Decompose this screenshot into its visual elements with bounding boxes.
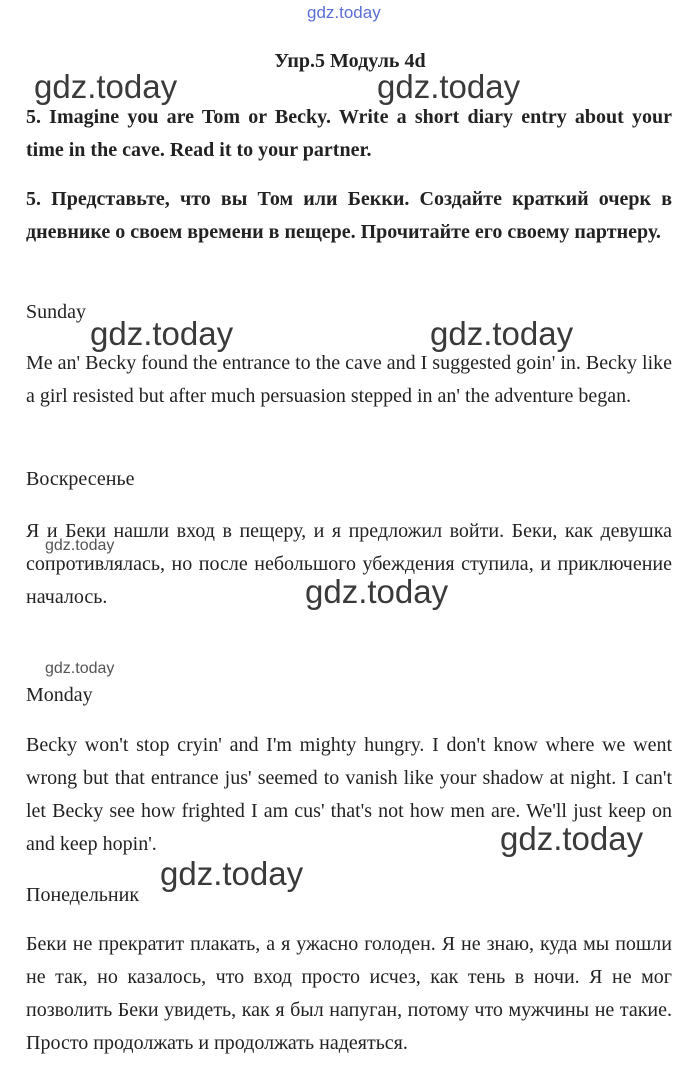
watermark: gdz.today (160, 855, 304, 892)
watermark: gdz.today (377, 68, 521, 105)
day-sunday: Sunday (26, 301, 86, 323)
entry-sunday: Me an' Becky found the entrance to the cave and I suggested goin' in. Becky like a girl resisted but after much persuasion stepped in an' the adventure began. (26, 352, 672, 407)
page-title: Упр.5 Модуль 4d (274, 50, 426, 72)
watermark: gdz.today (45, 660, 115, 677)
entry-monday-ru: Беки не прекратит плакать, а я ужасно голоден. Я не знаю, куда мы пошли не так, но казалось, что вход просто исчез, как тень в ночи. Я не мог позволить Беки увидеть, как я был напуган, потому что мужчины не такие. Просто продолжать и продолжать надеяться. (26, 933, 672, 1054)
day-sunday-ru: Воскресенье (26, 468, 135, 490)
task-russian: 5. Представьте, что вы Том или Бекки. Создайте краткий очерк в дневнике о своем времени в пещере. Прочитайте его своему партнеру. (26, 188, 672, 243)
task-english: 5. Imagine you are Tom or Becky. Write a short diary entry about your time in the cave. Read it to your partner. (26, 106, 672, 161)
watermark: gdz.today (430, 315, 574, 352)
watermark: gdz.today (305, 573, 449, 610)
entry-sunday-ru: Я и Беки нашли вход в пещеру, и я предложил войти. Беки, как девушка сопротивлялась, но после небольшого убеждения ступила, и приключение началось. (26, 520, 672, 608)
watermark: gdz.today (34, 68, 178, 105)
watermark-top: gdz.today (307, 3, 381, 22)
watermark: gdz.today (45, 537, 115, 554)
watermark: gdz.today (500, 820, 644, 857)
day-monday-ru: Понедельник (26, 884, 140, 906)
day-monday: Monday (26, 684, 93, 706)
watermark: gdz.today (90, 315, 234, 352)
entry-monday: Becky won't stop cryin' and I'm mighty hungry. I don't know where we went wrong but that entrance jus' seemed to vanish like your shadow at night. I can't let Becky see how frighted I am cus' that's not how men are. We'll just keep on and keep hopin'. (26, 734, 672, 855)
